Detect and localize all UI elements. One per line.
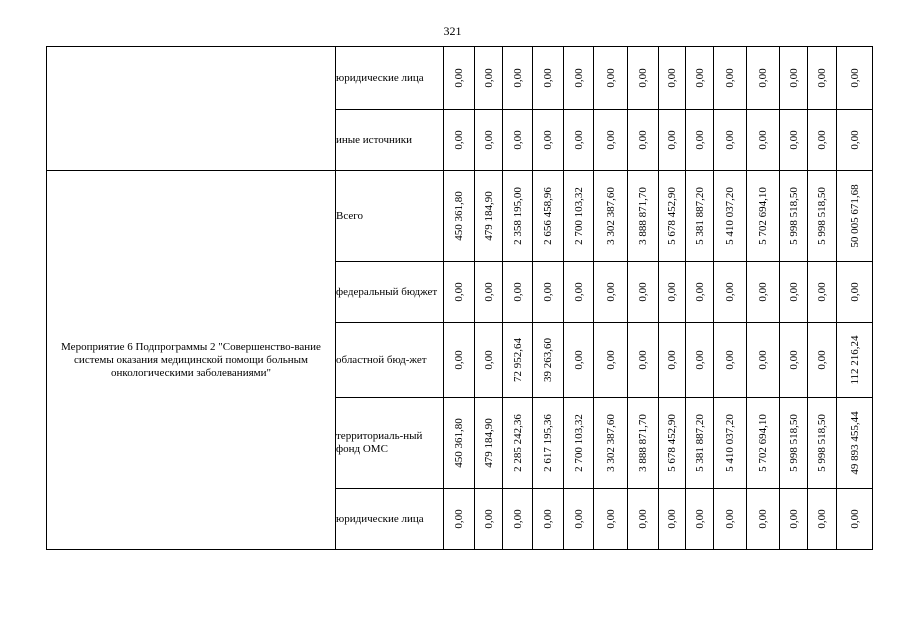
value-text: 0,00 [637, 130, 649, 150]
value-cell [780, 47, 808, 110]
value-text: 0,00 [637, 509, 649, 529]
value-text: 5 702 694,10 [757, 414, 769, 472]
table-row [47, 171, 873, 262]
value-text: 0,00 [482, 68, 495, 88]
value-text: 2 700 103,32 [572, 187, 585, 245]
value-cell [444, 323, 475, 398]
value-text: 5 998 518,50 [816, 414, 828, 472]
funding-source-cell: областной бюд-жет [336, 323, 444, 398]
value-text: 0,00 [453, 350, 465, 370]
value-text: 0,00 [666, 130, 678, 150]
value-text: 0,00 [724, 509, 736, 529]
value-text: 0,00 [757, 509, 769, 529]
value-cell [780, 262, 808, 323]
value-cell [475, 171, 503, 262]
value-text: 479 184,90 [482, 191, 495, 241]
value-cell [714, 110, 747, 171]
value-text: 0,00 [604, 130, 617, 150]
value-text: 0,00 [848, 130, 861, 150]
value-cell [475, 323, 503, 398]
value-text: 0,00 [542, 68, 554, 88]
value-text: 0,00 [666, 282, 678, 302]
value-text: 0,00 [757, 350, 769, 370]
value-cell [808, 489, 837, 550]
value-text: 0,00 [572, 509, 585, 529]
value-text: 0,00 [572, 130, 585, 150]
value-cell [503, 110, 533, 171]
value-cell [837, 47, 873, 110]
value-cell [747, 489, 780, 550]
funding-source-cell: юридические лица [336, 489, 444, 550]
value-cell [628, 398, 659, 489]
value-cell [808, 110, 837, 171]
value-text: 0,00 [604, 282, 617, 302]
value-text: 0,00 [693, 350, 706, 370]
value-cell [594, 47, 628, 110]
value-text: 3 302 387,60 [604, 187, 617, 245]
value-text: 0,00 [693, 68, 706, 88]
page-number: 321 [443, 24, 462, 38]
value-text: 0,00 [693, 509, 706, 529]
value-text: 5 410 037,20 [724, 414, 736, 472]
value-text: 3 888 871,70 [637, 187, 649, 245]
value-cell [475, 489, 503, 550]
value-cell [659, 262, 686, 323]
value-cell [747, 262, 780, 323]
value-text: 0,00 [787, 68, 800, 88]
value-cell [714, 47, 747, 110]
value-cell [714, 171, 747, 262]
value-cell [503, 262, 533, 323]
value-text: 0,00 [757, 68, 769, 88]
value-text: 0,00 [724, 68, 736, 88]
value-cell [659, 323, 686, 398]
value-cell [808, 262, 837, 323]
value-text: 5 410 037,20 [724, 187, 736, 245]
value-text: 5 678 452,90 [666, 414, 678, 472]
value-text: 2 285 242,36 [511, 414, 524, 472]
value-text: 0,00 [816, 282, 828, 302]
value-text: 0,00 [637, 68, 649, 88]
funding-source-cell: Всего [336, 171, 444, 262]
value-cell [659, 47, 686, 110]
value-text: 2 700 103,32 [572, 414, 585, 472]
value-text: 0,00 [572, 282, 585, 302]
value-text: 0,00 [637, 282, 649, 302]
value-text: 0,00 [482, 282, 495, 302]
funding-source-cell: иные источники [336, 110, 444, 171]
value-text: 0,00 [787, 350, 800, 370]
value-text: 0,00 [604, 68, 617, 88]
value-cell [564, 47, 594, 110]
value-cell [444, 47, 475, 110]
value-text: 5 381 887,20 [693, 187, 706, 245]
value-cell [628, 47, 659, 110]
value-cell [659, 171, 686, 262]
value-text: 0,00 [787, 282, 800, 302]
value-text: 0,00 [848, 509, 861, 529]
value-text: 0,00 [542, 130, 554, 150]
measure-cell [47, 47, 336, 171]
value-text: 3 888 871,70 [637, 414, 649, 472]
value-cell [533, 398, 564, 489]
value-cell [837, 398, 873, 489]
value-text: 5 702 694,10 [757, 187, 769, 245]
value-text: 0,00 [693, 130, 706, 150]
value-text: 0,00 [542, 282, 554, 302]
value-text: 50 005 671,68 [848, 184, 861, 248]
value-cell [659, 489, 686, 550]
value-cell [628, 323, 659, 398]
value-text: 0,00 [693, 282, 706, 302]
value-cell [533, 489, 564, 550]
value-text: 2 656 458,96 [542, 187, 554, 245]
value-cell [808, 47, 837, 110]
value-cell [808, 323, 837, 398]
value-text: 0,00 [604, 350, 617, 370]
value-text: 0,00 [816, 509, 828, 529]
value-cell [747, 110, 780, 171]
value-text: 0,00 [482, 130, 495, 150]
value-text: 0,00 [453, 130, 465, 150]
value-cell [564, 171, 594, 262]
value-cell [594, 262, 628, 323]
value-cell [686, 110, 714, 171]
value-cell [533, 110, 564, 171]
value-cell [686, 489, 714, 550]
value-cell [686, 323, 714, 398]
value-cell [533, 171, 564, 262]
value-text: 0,00 [482, 509, 495, 529]
value-cell [533, 47, 564, 110]
value-cell [714, 262, 747, 323]
value-text: 0,00 [453, 68, 465, 88]
value-cell [808, 398, 837, 489]
value-cell [659, 110, 686, 171]
value-text: 2 617 195,36 [542, 414, 554, 472]
funding-source-cell: юридические лица [336, 47, 444, 110]
value-text: 0,00 [511, 130, 524, 150]
funding-source-cell: территориаль-ный фонд ОМС [336, 398, 444, 489]
value-cell [747, 47, 780, 110]
value-cell [686, 171, 714, 262]
value-cell [808, 171, 837, 262]
measure-cell: Мероприятие 6 Подпрограммы 2 "Совершенство-вание системы оказания медицинской помощи больным онкологическими заболеваниями" [47, 171, 336, 550]
value-cell [503, 47, 533, 110]
value-text: 5 678 452,90 [666, 187, 678, 245]
value-text: 5 381 887,20 [693, 414, 706, 472]
value-cell [594, 323, 628, 398]
value-cell [714, 323, 747, 398]
value-cell [714, 489, 747, 550]
value-cell [780, 489, 808, 550]
value-text: 0,00 [757, 130, 769, 150]
value-cell [475, 47, 503, 110]
value-cell [475, 262, 503, 323]
value-cell [564, 398, 594, 489]
value-cell [475, 398, 503, 489]
value-cell [780, 323, 808, 398]
value-cell [837, 171, 873, 262]
value-text: 0,00 [453, 509, 465, 529]
value-cell [533, 323, 564, 398]
value-cell [503, 171, 533, 262]
value-text: 0,00 [511, 68, 524, 88]
value-cell [503, 398, 533, 489]
value-text: 0,00 [816, 68, 828, 88]
value-text: 5 998 518,50 [787, 187, 800, 245]
value-text: 49 893 455,44 [848, 411, 861, 475]
value-cell [780, 398, 808, 489]
value-cell [714, 398, 747, 489]
table-row [47, 47, 873, 110]
value-text: 0,00 [848, 282, 861, 302]
value-text: 39 263,60 [542, 338, 554, 382]
value-cell [628, 489, 659, 550]
value-text: 0,00 [724, 282, 736, 302]
value-cell [503, 323, 533, 398]
value-cell [533, 262, 564, 323]
value-cell [503, 489, 533, 550]
value-cell [628, 171, 659, 262]
value-cell [780, 110, 808, 171]
value-cell [444, 110, 475, 171]
value-cell [564, 323, 594, 398]
value-cell [594, 171, 628, 262]
value-cell [659, 398, 686, 489]
value-cell [594, 489, 628, 550]
value-text: 0,00 [848, 68, 861, 88]
value-cell [837, 323, 873, 398]
value-text: 3 302 387,60 [604, 414, 617, 472]
value-text: 72 952,64 [511, 338, 524, 382]
value-text: 0,00 [724, 350, 736, 370]
value-text: 0,00 [816, 130, 828, 150]
value-cell [837, 110, 873, 171]
value-text: 0,00 [572, 68, 585, 88]
value-text: 0,00 [511, 282, 524, 302]
value-text: 0,00 [724, 130, 736, 150]
value-text: 0,00 [482, 350, 495, 370]
value-cell [837, 489, 873, 550]
value-cell [444, 262, 475, 323]
value-cell [594, 110, 628, 171]
value-cell [444, 489, 475, 550]
value-cell [444, 171, 475, 262]
value-text: 0,00 [453, 282, 465, 302]
value-text: 0,00 [666, 350, 678, 370]
value-cell [628, 262, 659, 323]
value-text: 479 184,90 [482, 418, 495, 468]
value-text: 0,00 [542, 509, 554, 529]
value-cell [837, 262, 873, 323]
value-text: 0,00 [787, 130, 800, 150]
value-text: 0,00 [787, 509, 800, 529]
value-cell [594, 398, 628, 489]
value-text: 0,00 [666, 68, 678, 88]
value-cell [564, 489, 594, 550]
value-cell [686, 398, 714, 489]
value-text: 0,00 [816, 350, 828, 370]
value-text: 5 998 518,50 [787, 414, 800, 472]
value-text: 0,00 [572, 350, 585, 370]
value-cell [780, 171, 808, 262]
value-text: 450 361,80 [453, 418, 465, 468]
funding-source-cell: федеральный бюджет [336, 262, 444, 323]
value-cell [747, 323, 780, 398]
value-text: 2 358 195,00 [511, 187, 524, 245]
value-text: 112 216,24 [848, 335, 861, 385]
value-cell [475, 110, 503, 171]
value-text: 0,00 [757, 282, 769, 302]
value-text: 5 998 518,50 [816, 187, 828, 245]
funding-table [46, 46, 873, 550]
value-text: 0,00 [666, 509, 678, 529]
value-cell [747, 398, 780, 489]
value-cell [686, 47, 714, 110]
value-cell [444, 398, 475, 489]
value-cell [564, 110, 594, 171]
value-text: 450 361,80 [453, 191, 465, 241]
value-text: 0,00 [637, 350, 649, 370]
value-cell [628, 110, 659, 171]
value-cell [564, 262, 594, 323]
value-text: 0,00 [604, 509, 617, 529]
value-cell [686, 262, 714, 323]
value-text: 0,00 [511, 509, 524, 529]
value-cell [747, 171, 780, 262]
